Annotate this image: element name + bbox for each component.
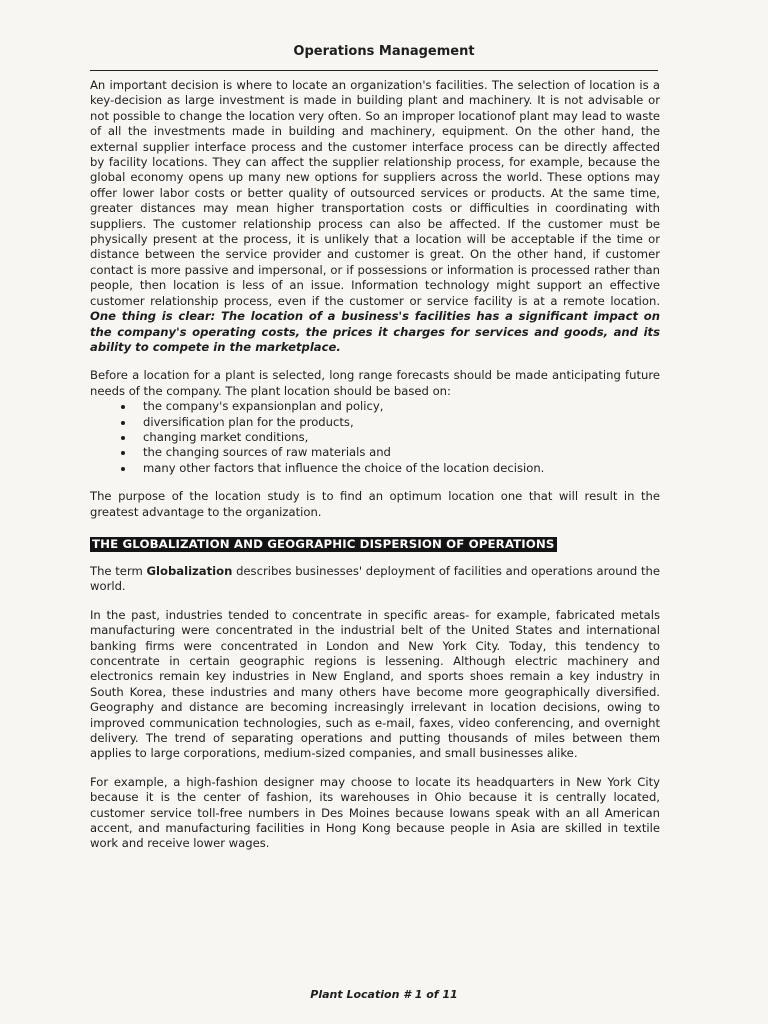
location-factors-list: [90, 399, 660, 476]
paragraph-text: describes businesses' deployment of facilities and operations around the world.: [90, 563, 661, 594]
list-item: • diversification plan for the products,: [135, 415, 660, 430]
list-item: • the company's expansionplan and policy,: [135, 399, 660, 414]
paragraph-text: An important decision is where to locate an organization's facilities. The selection of location is a key-decision as large investment is made in building plant and machinery. It is not advisable or not possible to change the location very often. So an improper locationof plant may lead to waste of all the investments made in building and machinery, equipment. On the other hand, the external supplier interface process and the customer interface process can be directly affected by facility locations. They can affect the supplier relationship process, for example, because the global economy opens up many new options for suppliers across the world. These options may offer lower labor costs or better quality of outsourced services or products. At the same time, greater distances may mean higher transportation costs or difficulties in coordinating with suppliers. The customer relationship process can also be affected. If the customer must be physically present at the process, it is unlikely that a location will be acceptable if the time or distance between the service provider and customer is great. On the other hand, if customer contact is more passive and impersonal, or if possessions or information is processed rather than people, then location is less of an issue. Information technology might support an effective customer relationship process, even if the customer or service facility is at a remote location.: [90, 78, 660, 308]
paragraph-location-decision: [90, 78, 660, 355]
list-item: • the changing sources of raw materials and: [135, 445, 660, 460]
paragraph-fashion-example: For example, a high-fashion designer may choose to locate its headquarters in New York City because it is the center of fashion, its warehouses in Ohio because it is centrally located, customer service toll-free numbers in Des Moines because Iowans speak with an all American accent, and manufacturing facilities in Hong Kong because people in Asia are skilled in textile work and receive lower wages.: [90, 774, 660, 851]
section-heading-wrapper: [90, 533, 660, 564]
section-heading: THE GLOBALIZATION AND GEOGRAPHIC DISPERSION OF OPERATIONS: [92, 536, 555, 551]
paragraph-text: The term: [90, 563, 147, 578]
list-item: • changing market conditions,: [135, 430, 660, 445]
term-globalization: Globalization: [146, 563, 233, 578]
paragraph-location-study: The purpose of the location study is to find an optimum location one that will result in the greatest advantage to the organization.: [90, 489, 660, 519]
paragraph-industry-concentration: In the past, industries tended to concentrate in specific areas- for example, fabricated metals manufacturing were concentrated in the industrial belt of the United States and international banking firms were concentrated in London and New York City. Today, this tendency to concentrate in certain geographic regions is lessening. Although electric machinery and electronics remain key industries in New England, and sports shoes remain a key industry in South Korea, these industries and many others have become more geographically diversified. Geography and distance are becoming increasingly irrelevant in location decisions, owing to improved communication technologies, such as e-mail, faxes, video conferencing, and overnight delivery. The trend of separating operations and putting thousands of miles between them applies to large corporations, medium-sized companies, and small businesses alike.: [90, 607, 660, 761]
paragraph-forecasts: Before a location for a plant is selected, long range forecasts should be made anticipating future needs of the company. The plant location should be based on:: [90, 368, 660, 398]
header-rule: [90, 70, 658, 71]
page-footer: Plant Location # 1 of 11: [310, 988, 458, 1001]
page-header-title: Operations Management: [293, 44, 475, 59]
paragraph-globalization-definition: [90, 564, 660, 595]
document-body: [90, 78, 660, 865]
emphasized-statement: One thing is clear: The location of a business's facilities has a significant impact on the company's operating costs, the prices it charges for services and goods, and its ability to compete in the marketplace.: [90, 309, 660, 354]
list-item: • many other factors that influence the choice of the location decision.: [135, 461, 660, 476]
